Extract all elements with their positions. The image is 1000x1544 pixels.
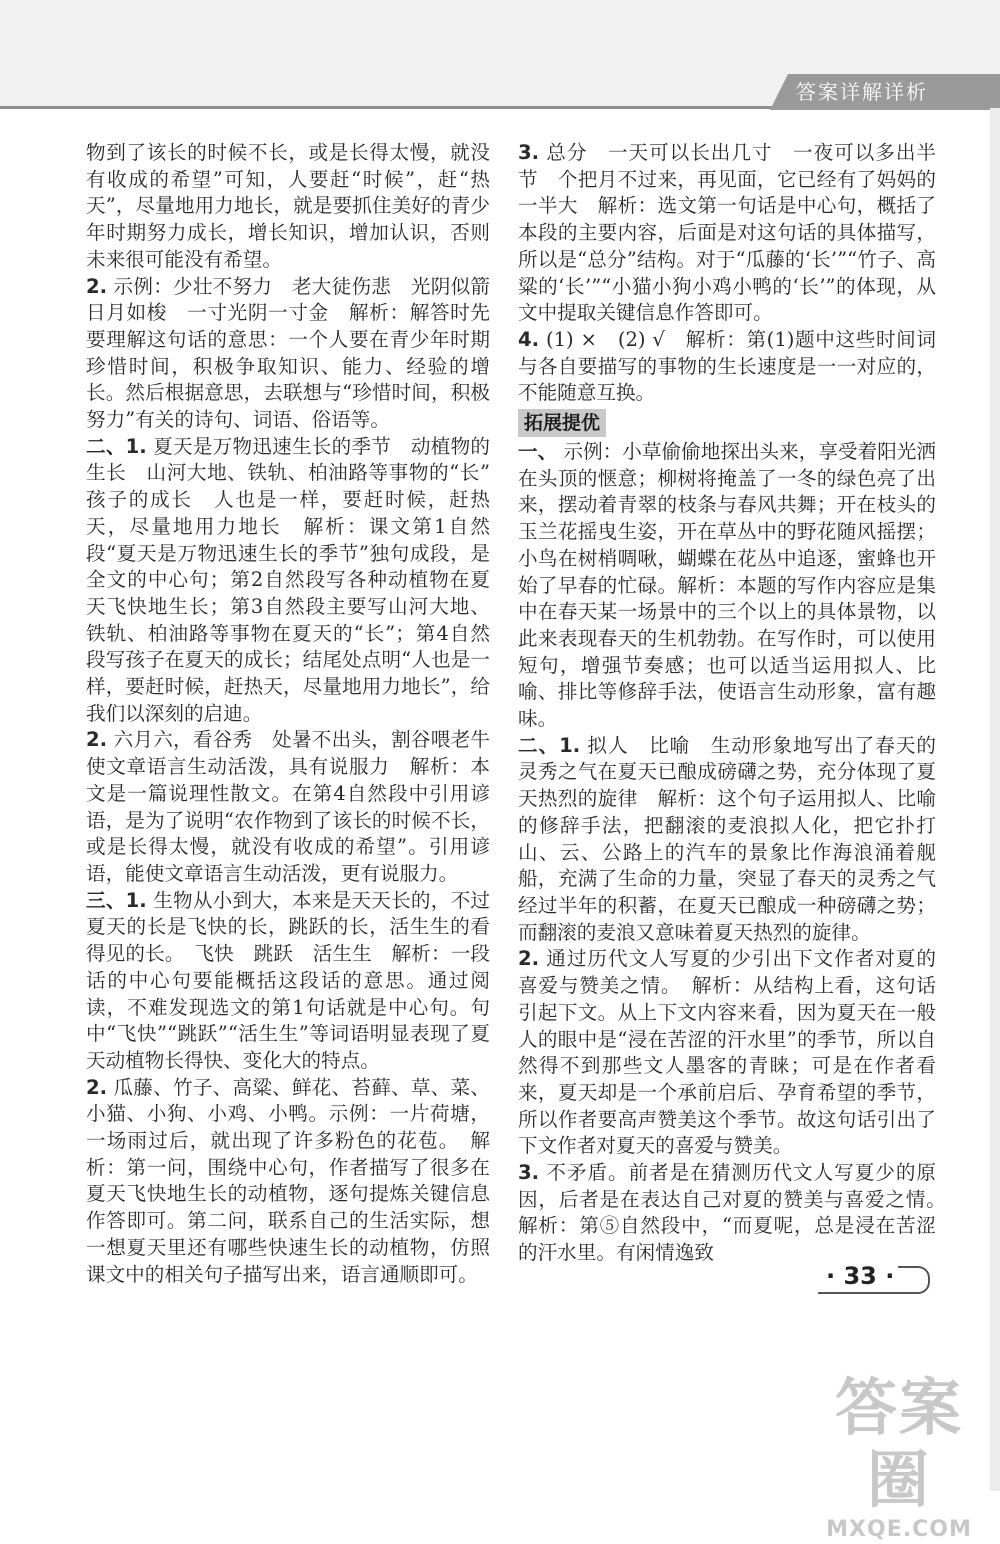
question-number: 三、1. <box>86 888 147 912</box>
answer-paragraph <box>518 140 936 327</box>
right-column <box>518 140 956 1267</box>
left-column <box>86 140 510 1288</box>
watermark-mark: 答案圈 <box>834 1371 963 1516</box>
watermark-url: MXQE.COM <box>826 1517 972 1542</box>
page-number-curl <box>898 1266 930 1294</box>
answer-text: 示例：小草偷偷地探出头来，享受着阳光洒在头顶的惬意；柳树将掩盖了一冬的绿色亮了出来，摆动着青翠的枝条与春风共舞；开在枝头的玉兰花摇曳生姿，开在草丛中的野花随风摇摆；小鸟在树梢啁啾，蝴蝶在花丛中追逐，蜜蜂也开始了早春的忙碌。解析：本题的写作内容应是集中在春天某一场景中的三个以上的具体景物，以此来表现春天的生机勃勃。在写作时，可以使用短句，增强节奏感；也可以适当运用拟人、比喻、排比等修辞手法，使语言生动形象，富有趣味。 <box>518 440 937 731</box>
question-number: 4. <box>518 327 540 351</box>
watermark-logo <box>804 1371 994 1542</box>
answer-paragraph <box>518 1160 956 1267</box>
answer-text: 瓜藤、竹子、高粱、鲜花、苔藓、草、菜、小猫、小狗、小鸡、小鸭。示例：一片荷塘，一场雨过后，就出现了许多粉色的花苞。 解析：第一问，围绕中心句，作者描写了很多在夏天飞快地生长的动植物，逐句提炼关键信息作答即可。第二问，联系自己的生活实际，想一想夏天里还有哪些快速生长的动植物，仿照课文中的相关句子描写出来，语言通顺即可。 <box>86 1075 491 1286</box>
question-number: 二、1. <box>518 733 581 757</box>
answer-paragraph <box>86 727 510 887</box>
answer-text: 总分 一天可以长出几寸 一夜可以多出半节 个把月不过来，再见面，它已经有了妈妈的一半大 解析：选文第一句话是中心句，概括了本段的主要内容，后面是对这句话的具体描写，所以是“总分”结构。对于“瓜藤的‘长’”“竹子、高粱的‘长’”“小猫小狗小鸡小鸭的‘长’”的体现，从文中提取关键信息作答即可。 <box>518 141 936 325</box>
answer-text: (1) × (2) √ 解析：第(1)题中这些时间词与各自要描写的事物的生长速度是一一对应的，不能随意互换。 <box>518 327 936 405</box>
question-number: 3. <box>518 1161 540 1185</box>
answer-text: 不矛盾。前者是在猜测历代文人写夏少的原因，后者是在表达自己对夏的赞美与喜爱之情。 解析：第⑤自然段中，“而夏呢，总是浸在苦涩的汗水里。有闲情逸致 <box>518 1161 956 1265</box>
answer-paragraph <box>518 733 936 947</box>
question-number: 2. <box>518 947 540 971</box>
answer-paragraph <box>86 274 510 434</box>
answer-text: 夏天是万物迅速生长的季节 动植物的生长 山河大地、铁轨、柏油路等事物的“长” 孩子的成长 人也是一样，要赶时候，赶热天，尽量地用力地长 解析：课文第1自然段“夏天是万物迅速生长的季节”独句成段，是全文的中心句；第2自然段写各种动植物在夏天飞快地生长；第3自然段主要写山河大地、铁轨、柏油路等事物在夏天的“长”；第4自然段写孩子在夏天的成长；结尾处点明“人也是一样，要赶时候，赶热天，尽量地用力地长”，给我们以深刻的启迪。 <box>86 434 510 725</box>
question-number: 2. <box>86 1075 108 1099</box>
page-number-rule <box>818 1292 900 1294</box>
page-edge-shadow <box>990 108 1000 1491</box>
question-number: 一、 <box>518 440 558 464</box>
answer-text: 示例：少壮不努力 老大徒伤悲 光阴似箭 日月如梭 一寸光阴一寸金 解析：解答时先要理解这句话的意思：一个人要在青少年时期珍惜时间，积极争取知识、能力、经验的增长。然后根据意思，去联想与“珍惜时间，积极努力”有关的诗句、词语、俗语等。 <box>86 274 510 432</box>
answer-paragraph <box>518 946 936 1160</box>
section-heading: 拓展提优 <box>518 409 606 437</box>
header-title: 答案详解详析 <box>796 80 928 104</box>
question-number: 3. <box>518 141 540 164</box>
answer-paragraph <box>86 434 510 728</box>
answer-text: 六月六，看谷秀 处暑不出头，割谷喂老牛 使文章语言生动活泼，具有说服力 解析：本文是一篇说理性散文。在第4自然段中引用谚语，是为了说明“农作物到了该长的时候不长，或是长得太慢，就没有收成的希望”。引用谚语，能使文章语言生动活泼，更有说服力。 <box>86 728 510 885</box>
answer-paragraph <box>86 140 490 274</box>
page-number: · 33 · <box>826 1262 895 1290</box>
answer-paragraph <box>86 1075 490 1289</box>
question-number: 2. <box>86 728 108 752</box>
answer-text: 物到了该长的时候不长，或是长得太慢，就没有收成的希望”可知，人要赶“时候”，赶“热天”，尽量地用力地长，就是要抓住美好的青少年时期努力成长，增长知识，增加认识，否则未来很可能没有希望。 <box>86 141 490 271</box>
answer-paragraph <box>518 439 936 733</box>
question-number: 2. <box>86 274 108 298</box>
answer-text: 拟人 比喻 生动形象地写出了春天的灵秀之气在夏天已酿成磅礴之势，充分体现了夏天热烈的旋律 解析：这个句子运用拟人、比喻的修辞手法，把翻滚的麦浪拟人化，把它扑打山、云、公路上的汽车的景象比作海浪涌着舰船，充满了生命的力量，突显了春天的灵秀之气经过半年的积蓄，在夏天已酿成一种磅礴之势；而翻滚的麦浪又意味着夏天热烈的旋律。 <box>518 733 936 944</box>
answer-text: 生物从小到大，本来是天天长的，不过夏天的长是飞快的长，跳跃的长，活生生的看得见的长。 飞快 跳跃 活生生 解析：一段话的中心句要能概括这段话的意思。通过阅读，不难发现选文的第1句话就是中心句。句中“飞快”“跳跃”“活生生”等词语明显表现了夏天动植物长得快、变化大的特点。 <box>86 888 491 1072</box>
question-number: 二、1. <box>86 434 147 458</box>
answer-paragraph <box>86 888 490 1075</box>
answer-paragraph <box>518 327 936 407</box>
answer-text: 通过历代文人写夏的少引出下文作者对夏的喜爱与赞美之情。 解析：从结构上看，这句话引起下文。从上下文内容来看，因为夏天在一般人的眼中是“浸在苦涩的汗水里”的季节，所以自然得不到那些文人墨客的青睐；可是在作者看来，夏天却是一个承前启后、孕育希望的季节，所以作者要高声赞美这个季节。故这句话引出了下文作者对夏天的喜爱与赞美。 <box>518 947 936 1158</box>
